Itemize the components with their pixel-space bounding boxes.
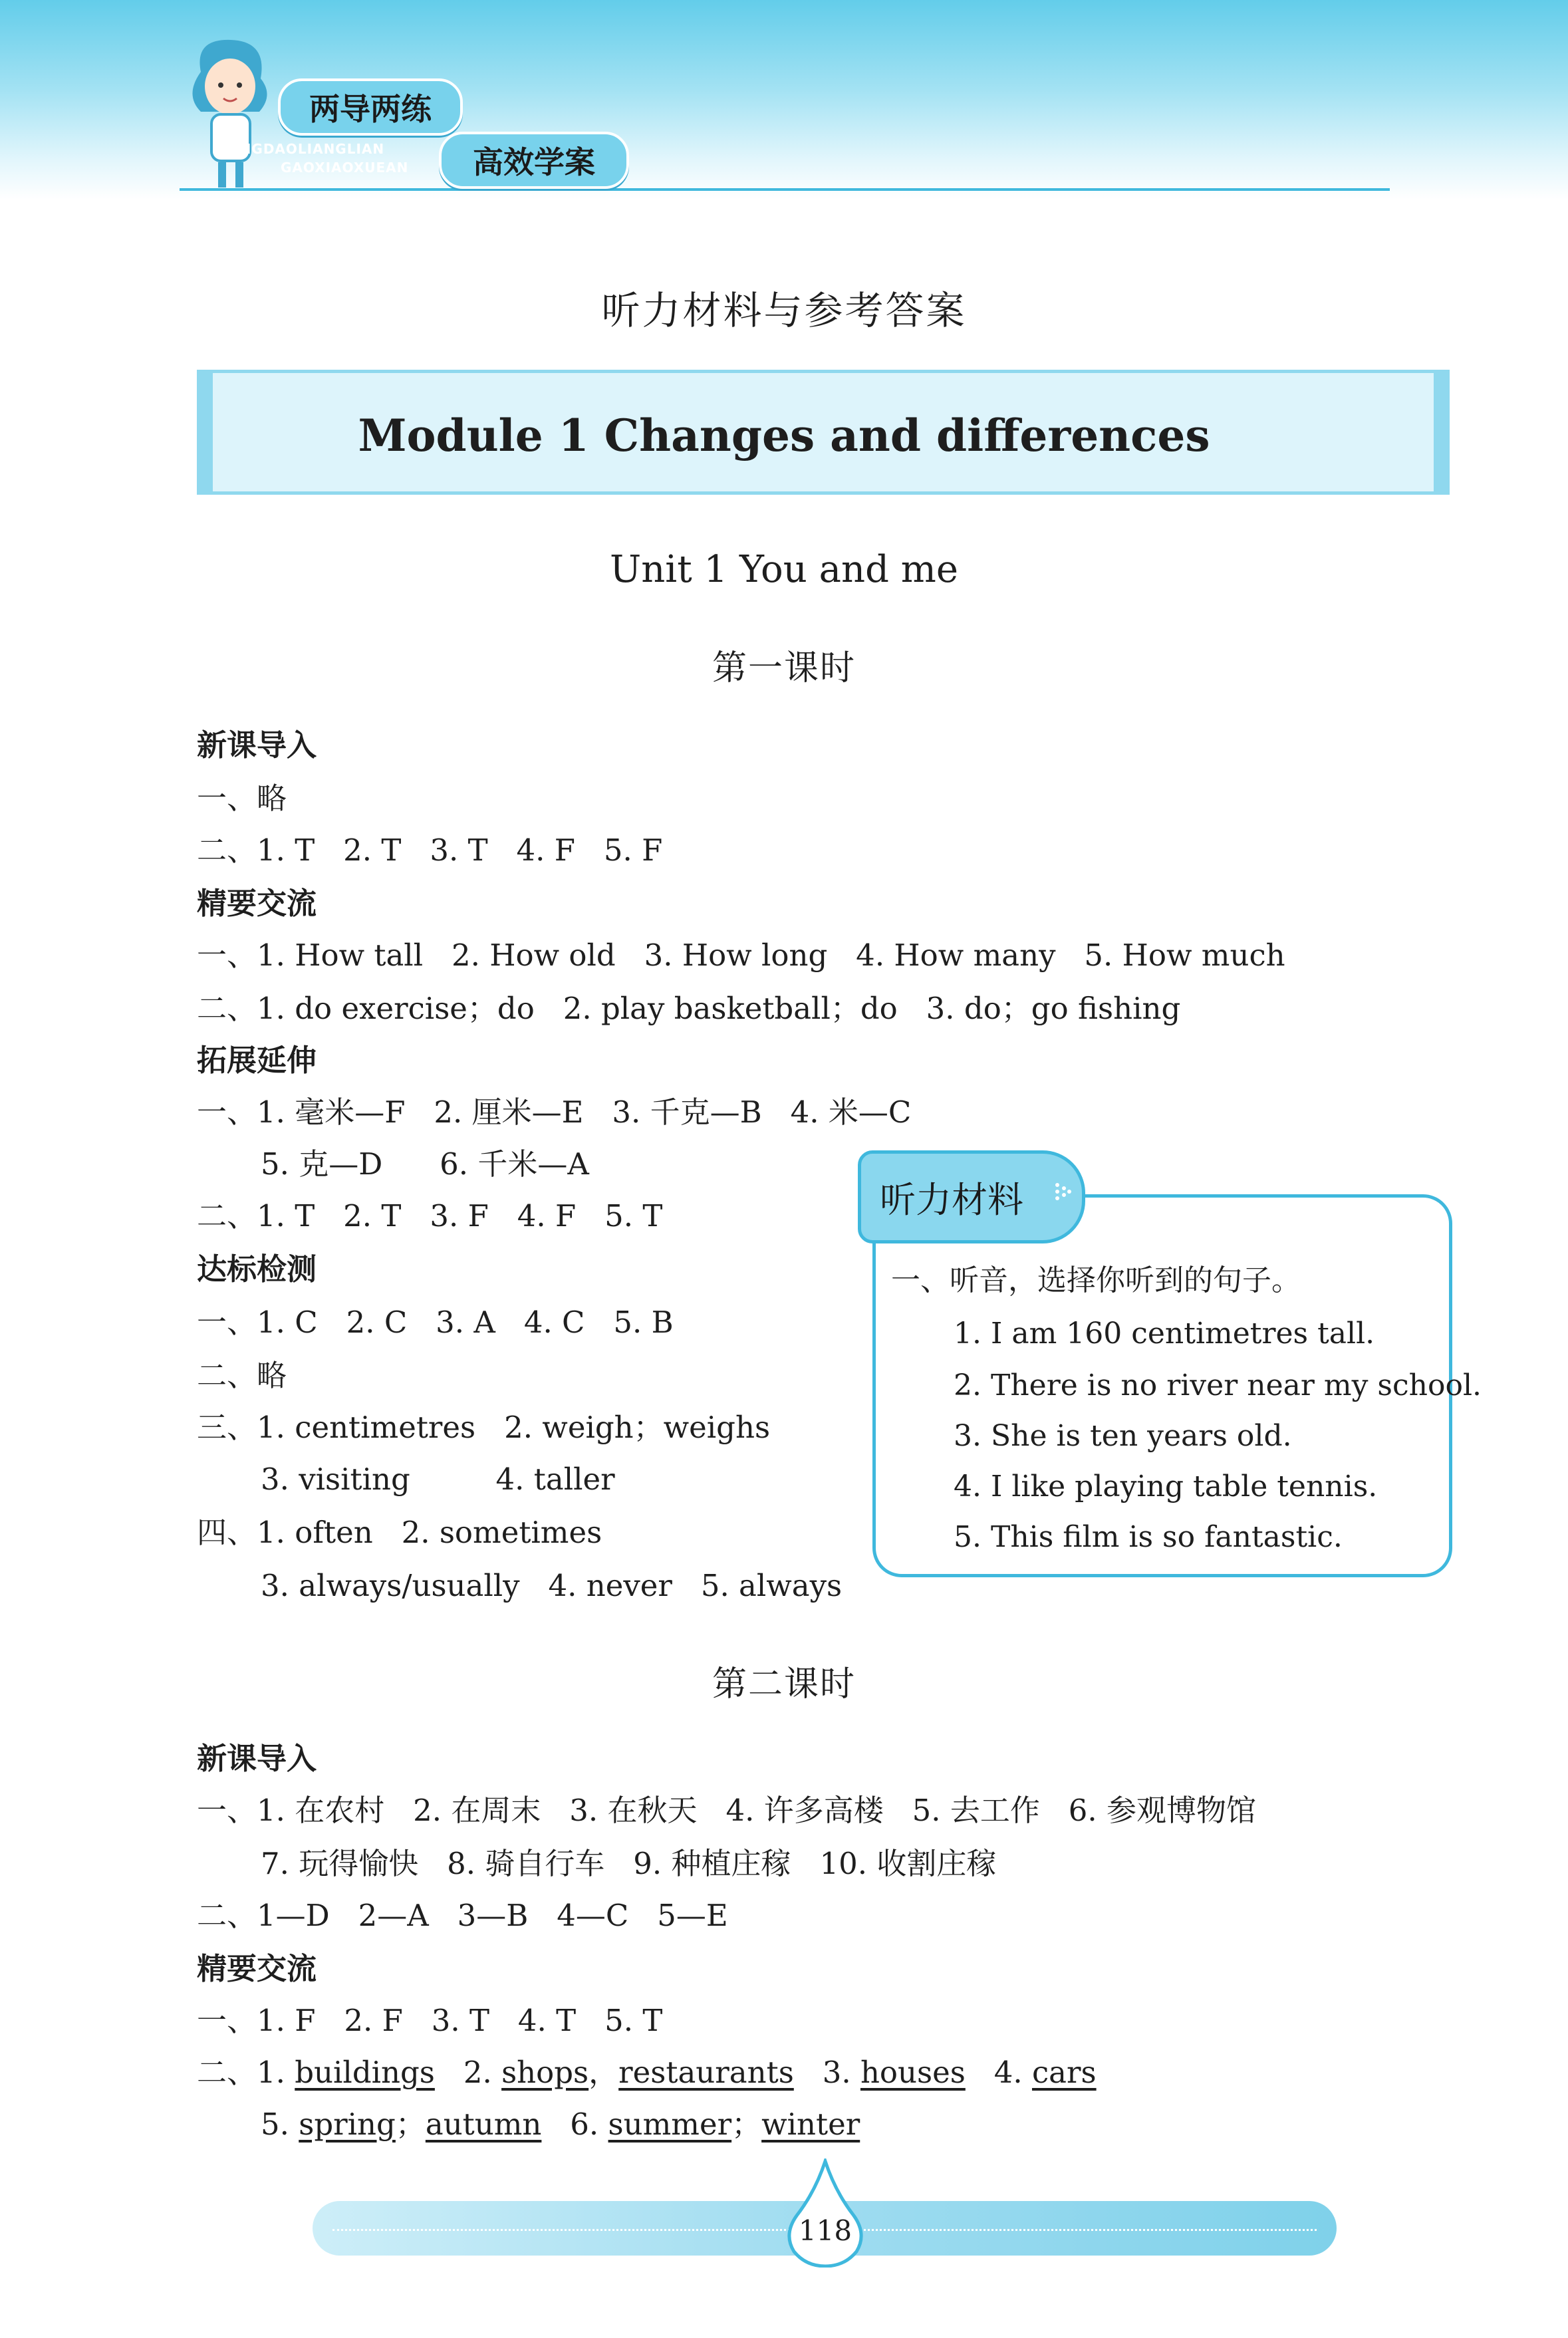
answer-line: 二、1. do exercise；do 2. play basketball；do 3. do；go fishing [197, 991, 1181, 1026]
section-heading: 精要交流 [197, 886, 317, 921]
listening-item: 5. This film is so fantastic. [954, 1520, 1343, 1554]
mascot-girl-icon [174, 32, 281, 192]
dots-icon [1053, 1181, 1072, 1208]
section-heading: 达标检测 [197, 1251, 317, 1287]
section-heading: 精要交流 [197, 1951, 317, 1986]
answer-line: 二、1. T 2. T 3. F 4. F 5. T [197, 1198, 663, 1234]
brand-title-pill: 两导两练 [278, 78, 463, 136]
page-number: 118 [798, 2214, 852, 2247]
answer-line: 3. always/usually 4. never 5. always [261, 1568, 843, 1603]
water-drop-icon [783, 2158, 867, 2268]
brand-pinyin-2: GAOXIAOXUEAN [281, 160, 409, 176]
listening-item: 1. I am 160 centimetres tall. [954, 1317, 1375, 1351]
answer-line: 7. 玩得愉快 8. 骑自行车 9. 种植庄稼 10. 收割庄稼 [261, 1846, 997, 1881]
answer-line: 3. visiting 4. taller [261, 1462, 615, 1497]
answer-line: 二、1. T 2. T 3. T 4. F 5. F [197, 833, 663, 868]
listening-tab [858, 1150, 1085, 1243]
lesson-1-heading: 第一课时 [712, 648, 856, 688]
module-title: Module 1 Changes and differences [358, 410, 1210, 461]
answer-line: 四、1. often 2. sometimes [197, 1515, 602, 1550]
answer-line: 一、1. How tall 2. How old 3. How long 4. How many 5. How much [197, 938, 1285, 973]
section-heading: 新课导入 [197, 1741, 317, 1776]
listening-tab-label: 听力材料 [880, 1178, 1023, 1221]
answer-line: 一、1. 在农村 2. 在周末 3. 在秋天 4. 许多高楼 5. 去工作 6. 参观博物馆 [197, 1793, 1256, 1828]
answer-line: 一、1. 毫米—F 2. 厘米—E 3. 千克—B 4. 米—C [197, 1095, 912, 1130]
answer-line: 一、1. F 2. F 3. T 4. T 5. T [197, 2003, 663, 2038]
answer-line: 二、1—D 2—A 3—B 4—C 5—E [197, 1898, 728, 1933]
listening-item: 2. There is no river near my school. [954, 1368, 1482, 1402]
listening-item: 4. I like playing table tennis. [954, 1470, 1378, 1503]
listening-question: 一、听音，选择你听到的句子。 [891, 1263, 1301, 1297]
section-heading: 新课导入 [197, 727, 317, 763]
answer-line: 5. 克—D 6. 千米—A [261, 1146, 589, 1182]
brand-subtitle-pill: 高效学案 [439, 132, 629, 189]
listening-item: 3. She is ten years old. [954, 1419, 1292, 1453]
answer-line: 三、1. centimetres 2. weigh；weighs [197, 1410, 771, 1445]
header-rule [180, 188, 1390, 191]
unit-title: Unit 1 You and me [610, 548, 958, 591]
brand-pinyin-1: LIANGDAOLIANGLIAN [214, 141, 385, 157]
answer-line: 二、1. buildings 2. shops，restaurants 3. houses 4. cars [197, 2055, 1097, 2090]
page-title: 听力材料与参考答案 [601, 288, 967, 333]
answer-line: 5. spring；autumn 6. summer；winter [261, 2107, 860, 2142]
section-heading: 拓展延伸 [197, 1043, 317, 1078]
answer-line: 一、略 [197, 781, 287, 816]
answer-line: 一、1. C 2. C 3. A 4. C 5. B [197, 1305, 674, 1340]
lesson-2-heading: 第二课时 [712, 1664, 856, 1704]
answer-line: 二、略 [197, 1358, 287, 1393]
